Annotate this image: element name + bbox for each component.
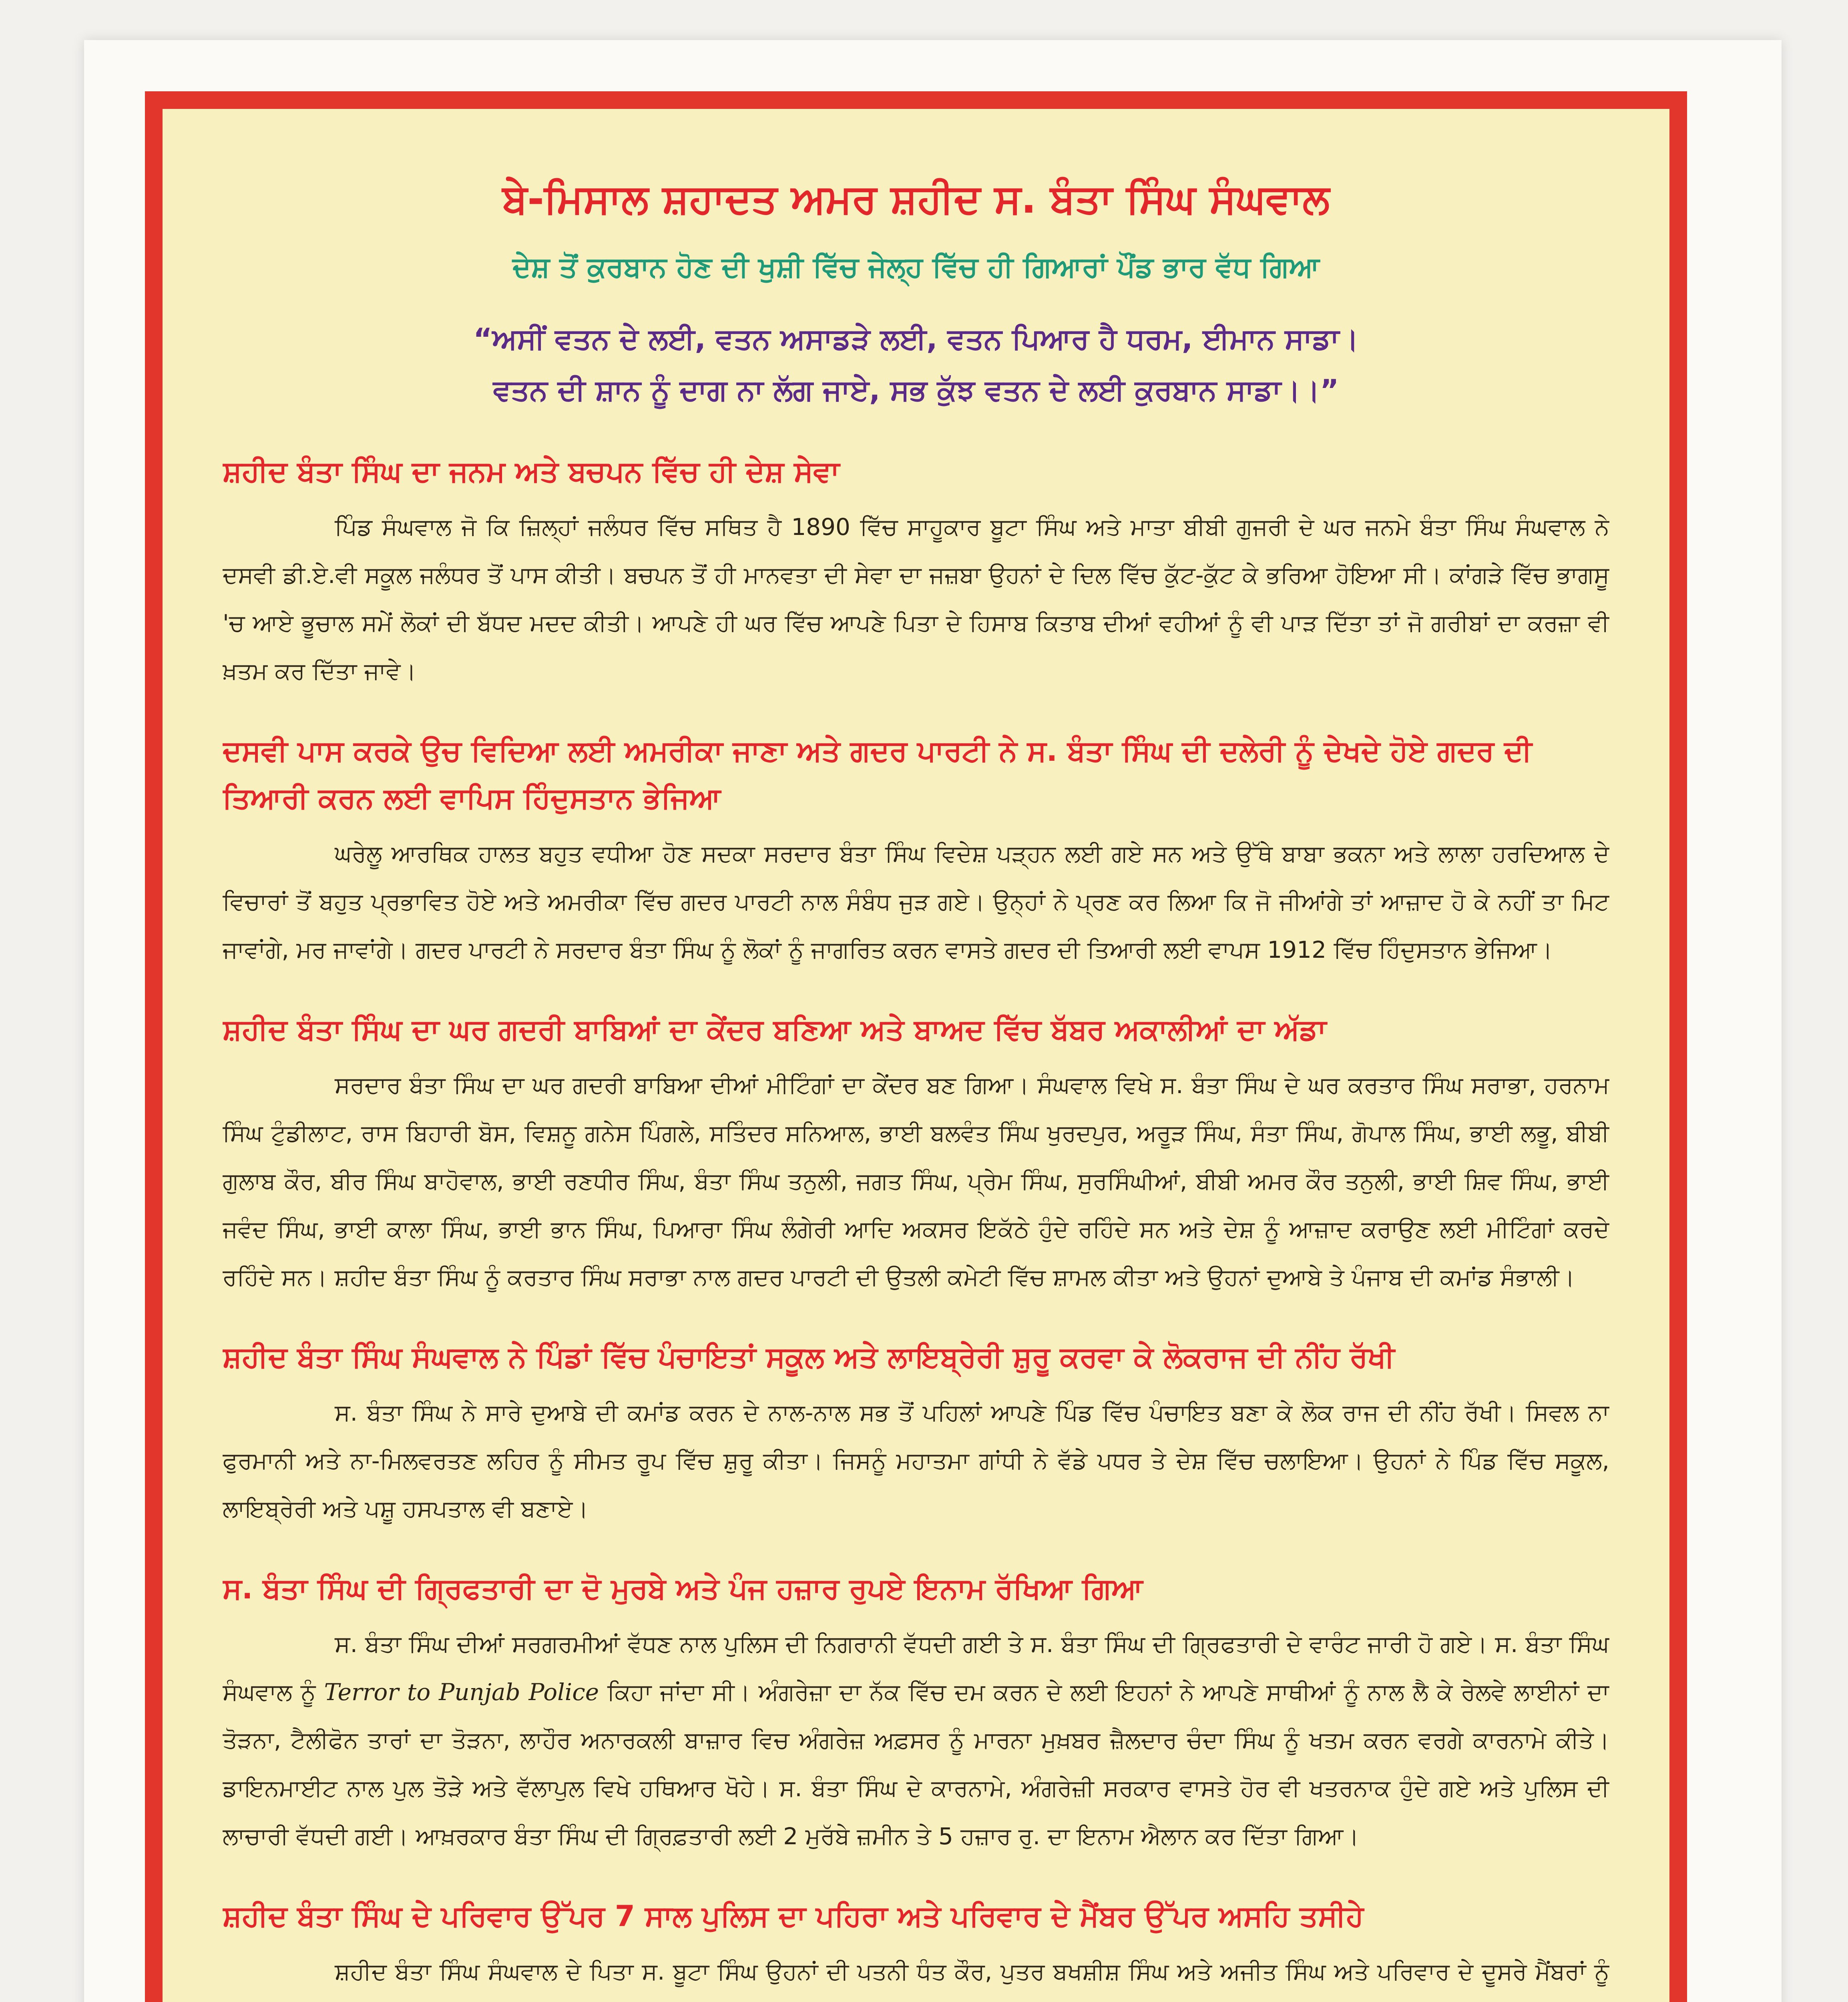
- section-body: ਪਿੰਡ ਸੰਘਵਾਲ ਜੋ ਕਿ ਜ਼ਿਲ੍ਹਾਂ ਜਲੰਧਰ ਵਿੱਚ ਸਥਿਤ ਹੈ 1890 ਵਿੱਚ ਸਾਹੂਕਾਰ ਬੂਟਾ ਸਿੰਘ ਅਤੇ ਮਾਤਾ ਬੀਬੀ ਗੁਜਰੀ ਦੇ ਘਰ ਜਨਮੇ ਬੰਤਾ ਸਿੰਘ ਸੰਘਵਾਲ ਨੇ ਦਸਵੀ ਡੀ.ਏ.ਵੀ ਸਕੂਲ ਜਲੰਧਰ ਤੋਂ ਪਾਸ ਕੀਤੀ। ਬਚਪਨ ਤੋਂ ਹੀ ਮਾਨਵਤਾ ਦੀ ਸੇਵਾ ਦਾ ਜਜ਼ਬਾ ਉਹਨਾਂ ਦੇ ਦਿਲ ਵਿੱਚ ਕੁੱਟ-ਕੁੱਟ ਕੇ ਭਰਿਆ ਹੋਇਆ ਸੀ। ਕਾਂਗੜੇ ਵਿੱਚ ਭਾਗਸੂ 'ਚ ਆਏ ਭੂਚਾਲ ਸਮੇਂ ਲੋਕਾਂ ਦੀ ਬੱਧਦ ਮਦਦ ਕੀਤੀ। ਆਪਣੇ ਹੀ ਘਰ ਵਿੱਚ ਆਪਣੇ ਪਿਤਾ ਦੇ ਹਿਸਾਬ ਕਿਤਾਬ ਦੀਆਂ ਵਹੀਆਂ ਨੂੰ ਵੀ ਪਾੜ ਦਿੱਤਾ ਤਾਂ ਜੋ ਗਰੀਬਾਂ ਦਾ ਕਰਜ਼ਾ ਵੀ ਖ਼ਤਮ ਕਰ ਦਿੱਤਾ ਜਾਵੇ।: [223, 513, 1609, 685]
- section-panchayat: [223, 1333, 1609, 1533]
- poster-content: [223, 169, 1609, 2002]
- section-heading: ਸ. ਬੰਤਾ ਸਿੰਘ ਦੀ ਗ੍ਰਿਫਤਾਰੀ ਦਾ ਦੋ ਮੁਰਬੇ ਅਤੇ ਪੰਜ ਹਜ਼ਾਰ ਰੁਪਏ ਇਨਾਮ ਰੱਖਿਆ ਗਿਆ: [223, 1572, 1143, 1605]
- section-heading: ਸ਼ਹੀਦ ਬੰਤਾ ਸਿੰਘ ਸੰਘਵਾਲ ਨੇ ਪਿੰਡਾਂ ਵਿੱਚ ਪੰਚਾਇਤਾਂ ਸਕੂਲ ਅਤੇ ਲਾਇਬ੍ਰੇਰੀ ਸ਼ੁਰੂ ਕਰਵਾ ਕੇ ਲੋਕਰਾਜ ਦੀ ਨੀਂਹ ਰੱਖੀ: [223, 1340, 1395, 1374]
- section-body: [223, 1620, 1609, 1860]
- body-text-before: ਸ. ਬੰਤਾ ਸਿੰਘ ਦੀਆਂ ਸਰਗਰਮੀਆਂ ਵੱਧਣ ਨਾਲ ਪੁਲਿਸ ਦੀ ਨਿਗਰਾਨੀ ਵੱਧਦੀ ਗਈ ਤੇ ਸ. ਬੰਤਾ ਸਿੰਘ ਦੀ ਗ੍ਰਿਫਤਾਰੀ ਦੇ ਵਾਰੰਟ ਜਾਰੀ ਹੋ ਗਏ। ਸ. ਬੰਤਾ ਸਿੰਘ ਸੰਘਵਾਲ ਨੂੰ: [223, 1630, 1609, 1706]
- section-body: ਸ. ਬੰਤਾ ਸਿੰਘ ਨੇ ਸਾਰੇ ਦੁਆਬੇ ਦੀ ਕਮਾਂਡ ਕਰਨ ਦੇ ਨਾਲ-ਨਾਲ ਸਭ ਤੋਂ ਪਹਿਲਾਂ ਆਪਣੇ ਪਿੰਡ ਵਿੱਚ ਪੰਚਾਇਤ ਬਣਾ ਕੇ ਲੋਕ ਰਾਜ ਦੀ ਨੀਂਹ ਰੱਖੀ। ਸਿਵਲ ਨਾ ਫੁਰਮਾਨੀ ਅਤੇ ਨਾ-ਮਿਲਵਰਤਣ ਲਹਿਰ ਨੂੰ ਸੀਮਤ ਰੂਪ ਵਿੱਚ ਸ਼ੁਰੂ ਕੀਤਾ। ਜਿਸਨੂੰ ਮਹਾਤਮਾ ਗਾਂਧੀ ਨੇ ਵੱਡੇ ਪਧਰ ਤੇ ਦੇਸ਼ ਵਿੱਚ ਚਲਾਇਆ। ਉਹਨਾਂ ਨੇ ਪਿੰਡ ਵਿੱਚ ਸਕੂਲ, ਲਾਇਬ੍ਰੇਰੀ ਅਤੇ ਪਸ਼ੂ ਹਸਪਤਾਲ ਵੀ ਬਣਾਏ।: [223, 1399, 1609, 1522]
- section-heading: ਸ਼ਹੀਦ ਬੰਤਾ ਸਿੰਘ ਦਾ ਜਨਮ ਅਤੇ ਬਚਪਨ ਵਿੱਚ ਹੀ ਦੇਸ਼ ਸੇਵਾ: [223, 454, 840, 488]
- section-arrest-reward: [223, 1565, 1609, 1860]
- section-heading: ਸ਼ਹੀਦ ਬੰਤਾ ਸਿੰਘ ਦਾ ਘਰ ਗਦਰੀ ਬਾਬਿਆਂ ਦਾ ਕੇਂਦਰ ਬਣਿਆ ਅਤੇ ਬਾਅਦ ਵਿੱਚ ਬੱਬਰ ਅਕਾਲੀਆਂ ਦਾ ਅੱਡਾ: [223, 1013, 1327, 1046]
- poster-frame: [145, 91, 1687, 2002]
- section-heading: ਦਸਵੀ ਪਾਸ ਕਰਕੇ ਉਚ ਵਿਦਿਆ ਲਈ ਅਮਰੀਕਾ ਜਾਣਾ ਅਤੇ ਗਦਰ ਪਾਰਟੀ ਨੇ ਸ. ਬੰਤਾ ਸਿੰਘ ਦੀ ਦਲੇਰੀ ਨੂੰ ਦੇਖਦੇ ਹੋਏ ਗਦਰ ਦੀ ਤਿਆਰੀ ਕਰਨ ਲਈ ਵਾਪਿਸ ਹਿੰਦੁਸਤਾਨ ਭੇਜਿਆ: [223, 734, 1532, 815]
- section-body: ਸਰਦਾਰ ਬੰਤਾ ਸਿੰਘ ਦਾ ਘਰ ਗਦਰੀ ਬਾਬਿਆ ਦੀਆਂ ਮੀਟਿੰਗਾਂ ਦਾ ਕੇਂਦਰ ਬਣ ਗਿਆ। ਸੰਘਵਾਲ ਵਿਖੇ ਸ. ਬੰਤਾ ਸਿੰਘ ਦੇ ਘਰ ਕਰਤਾਰ ਸਿੰਘ ਸਰਾਭਾ, ਹਰਨਾਮ ਸਿੰਘ ਟੁੰਡੀਲਾਟ, ਰਾਸ ਬਿਹਾਰੀ ਬੋਸ, ਵਿਸ਼ਨੂ ਗਨੇਸ ਪਿੰਗਲੇ, ਸਤਿੰਦਰ ਸਨਿਆਲ, ਭਾਈ ਬਲਵੰਤ ਸਿੰਘ ਖੁਰਦਪੁਰ, ਅਰੂੜ ਸਿੰਘ, ਸੰਤਾ ਸਿੰਘ, ਗੋਪਾਲ ਸਿੰਘ, ਭਾਈ ਲਭੂ, ਬੀਬੀ ਗੁਲਾਬ ਕੌਰ, ਬੀਰ ਸਿੰਘ ਬਾਹੋਵਾਲ, ਭਾਈ ਰਣਧੀਰ ਸਿੰਘ, ਬੰਤਾ ਸਿੰਘ ਤਨੁਲੀ, ਜਗਤ ਸਿੰਘ, ਪ੍ਰੇਮ ਸਿੰਘ, ਸੁਰਸਿੰਘੀਆਂ, ਬੀਬੀ ਅਮਰ ਕੌਰ ਤਨੁਲੀ, ਭਾਈ ਸ਼ਿਵ ਸਿੰਘ, ਭਾਈ ਜਵੰਦ ਸਿੰਘ, ਭਾਈ ਕਾਲਾ ਸਿੰਘ, ਭਾਈ ਭਾਨ ਸਿੰਘ, ਪਿਆਰਾ ਸਿੰਘ ਲੰਗੇਰੀ ਆਦਿ ਅਕਸਰ ਇਕੱਠੇ ਹੁੰਦੇ ਰਹਿੰਦੇ ਸਨ ਅਤੇ ਦੇਸ਼ ਨੂੰ ਆਜ਼ਾਦ ਕਰਾਉਣ ਲਈ ਮੀਟਿੰਗਾਂ ਕਰਦੇ ਰਹਿੰਦੇ ਸਨ। ਸ਼ਹੀਦ ਬੰਤਾ ਸਿੰਘ ਨੂੰ ਕਰਤਾਰ ਸਿੰਘ ਸਰਾਭਾ ਨਾਲ ਗਦਰ ਪਾਰਟੀ ਦੀ ਉਤਲੀ ਕਮੇਟੀ ਵਿੱਚ ਸ਼ਾਮਲ ਕੀਤਾ ਅਤੇ ਉਹਨਾਂ ਦੁਆਬੇ ਤੇ ਪੰਜਾਬ ਦੀ ਕਮਾਂਡ ਸੰਭਾਲੀ।: [223, 1071, 1609, 1291]
- verse-line-1: “ਅਸੀਂ ਵਤਨ ਦੇ ਲਈ, ਵਤਨ ਅਸਾਡੜੇ ਲਈ, ਵਤਨ ਪਿਆਰ ਹੈ ਧਰਮ, ਈਮਾਨ ਸਾਡਾ।: [473, 322, 1359, 356]
- body-text-after: ਕਿਹਾ ਜਾਂਦਾ ਸੀ। ਅੰਗਰੇਜ਼ਾ ਦਾ ਨੱਕ ਵਿੱਚ ਦਮ ਕਰਨ ਦੇ ਲਈ ਇਹਨਾਂ ਨੇ ਆਪਣੇ ਸਾਥੀਆਂ ਨੂੰ ਨਾਲ ਲੈ ਕੇ ਰੇਲਵੇ ਲਾਈਨਾਂ ਦਾ ਤੋੜਨਾ, ਟੈਲੀਫੋਨ ਤਾਰਾਂ ਦਾ ਤੋੜਨਾ, ਲਾਹੌਰ ਅਨਾਰਕਲੀ ਬਾਜ਼ਾਰ ਵਿਚ ਅੰਗਰੇਜ਼ ਅਫ਼ਸਰ ਨੂੰ ਮਾਰਨਾ ਮੁਖ਼ਬਰ ਜ਼ੈਲਦਾਰ ਚੰਦਾ ਸਿੰਘ ਨੂੰ ਖਤਮ ਕਰਨ ਵਰਗੇ ਕਾਰਨਾਮੇ ਕੀਤੇ। ਡਾਇਨਮਾਈਟ ਨਾਲ ਪੁਲ ਤੋੜੇ ਅਤੇ ਵੱਲਾਪੁਲ ਵਿਖੇ ਹਥਿਆਰ ਖੋਹੇ। ਸ. ਬੰਤਾ ਸਿੰਘ ਦੇ ਕਾਰਨਾਮੇ, ਅੰਗਰੇਜ਼ੀ ਸਰਕਾਰ ਵਾਸਤੇ ਹੋਰ ਵੀ ਖਤਰਨਾਕ ਹੁੰਦੇ ਗਏ ਅਤੇ ਪੁਲਿਸ ਦੀ ਲਾਚਾਰੀ ਵੱਧਦੀ ਗਈ। ਆਖ਼ਰਕਾਰ ਬੰਤਾ ਸਿੰਘ ਦੀ ਗ੍ਰਿਫ਼ਤਾਰੀ ਲਈ 2 ਮੁਰੱਬੇ ਜ਼ਮੀਨ ਤੇ 5 ਹਜ਼ਾਰ ਰੁ. ਦਾ ਇਨਾਮ ਐਲਾਨ ਕਰ ਦਿੱਤਾ ਗਿਆ।: [223, 1678, 1609, 1850]
- section-ghadar-center: [223, 1006, 1609, 1301]
- section-body: ਸ਼ਹੀਦ ਬੰਤਾ ਸਿੰਘ ਸੰਘਵਾਲ ਦੇ ਪਿਤਾ ਸ. ਬੂਟਾ ਸਿੰਘ ਉਹਨਾਂ ਦੀ ਪਤਨੀ ਧੰਤ ਕੌਰ, ਪੁਤਰ ਬਖਸ਼ੀਸ਼ ਸਿੰਘ ਅਤੇ ਅਜੀਤ ਸਿੰਘ ਅਤੇ ਪਰਿਵਾਰ ਦੇ ਦੂਸਰੇ ਮੈਂਬਰਾਂ ਨੂੰ: [335, 1958, 1609, 1985]
- english-phrase: Terror to Punjab Police: [324, 1678, 599, 1706]
- section-birth: [223, 448, 1609, 695]
- verse-line-2: ਵਤਨ ਦੀ ਸ਼ਾਨ ਨੂੰ ਦਾਗ ਨਾ ਲੱਗ ਜਾਏ, ਸਭ ਕੁੱਝ ਵਤਨ ਦੇ ਲਈ ਕੁਰਬਾਨ ਸਾਡਾ।।”: [493, 373, 1339, 407]
- section-america-ghadar: [223, 727, 1609, 974]
- page-title: ਬੇ-ਮਿਸਾਲ ਸ਼ਹਾਦਤ ਅਮਰ ਸ਼ਹੀਦ ਸ. ਬੰਤਾ ਸਿੰਘ ਸੰਘਵਾਲ: [502, 175, 1330, 222]
- verse-quote: [223, 313, 1609, 416]
- section-heading: ਸ਼ਹੀਦ ਬੰਤਾ ਸਿੰਘ ਦੇ ਪਰਿਵਾਰ ਉੱਪਰ 7 ਸਾਲ ਪੁਲਿਸ ਦਾ ਪਹਿਰਾ ਅਤੇ ਪਰਿਵਾਰ ਦੇ ਮੈਂਬਰ ਉੱਪਰ ਅਸਹਿ ਤਸੀਹੇ: [223, 1899, 1364, 1933]
- subtitle: ਦੇਸ਼ ਤੋਂ ਕੁਰਬਾਨ ਹੋਣ ਦੀ ਖੁਸ਼ੀ ਵਿੱਚ ਜੇਲ੍ਹ ਵਿੱਚ ਹੀ ਗਿਆਰਾਂ ਪੌਂਡ ਭਾਰ ਵੱਧ ਗਿਆ: [512, 251, 1320, 283]
- section-family: [223, 1892, 1609, 2002]
- section-body: ਘਰੇਲੂ ਆਰਥਿਕ ਹਾਲਤ ਬਹੁਤ ਵਧੀਆ ਹੋਣ ਸਦਕਾ ਸਰਦਾਰ ਬੰਤਾ ਸਿੰਘ ਵਿਦੇਸ਼ ਪੜ੍ਹਨ ਲਈ ਗਏ ਸਨ ਅਤੇ ਉੱਥੇ ਬਾਬਾ ਭਕਨਾ ਅਤੇ ਲਾਲਾ ਹਰਦਿਆਲ ਦੇ ਵਿਚਾਰਾਂ ਤੋਂ ਬਹੁਤ ਪ੍ਰਭਾਵਿਤ ਹੋਏ ਅਤੇ ਅਮਰੀਕਾ ਵਿੱਚ ਗਦਰ ਪਾਰਟੀ ਨਾਲ ਸੰਬੰਧ ਜੁੜ ਗਏ। ਉਨ੍ਹਾਂ ਨੇ ਪ੍ਰਣ ਕਰ ਲਿਆ ਕਿ ਜੋ ਜੀਆਂਗੇ ਤਾਂ ਆਜ਼ਾਦ ਹੋ ਕੇ ਨਹੀਂ ਤਾ ਮਿਟ ਜਾਵਾਂਗੇ, ਮਰ ਜਾਵਾਂਗੇ। ਗਦਰ ਪਾਰਟੀ ਨੇ ਸਰਦਾਰ ਬੰਤਾ ਸਿੰਘ ਨੂੰ ਲੋਕਾਂ ਨੂੰ ਜਾਗਰਿਤ ਕਰਨ ਵਾਸਤੇ ਗਦਰ ਦੀ ਤਿਆਰੀ ਲਈ ਵਾਪਸ 1912 ਵਿੱਚ ਹਿੰਦੁਸਤਾਨ ਭੇਜਿਆ।: [223, 840, 1609, 963]
